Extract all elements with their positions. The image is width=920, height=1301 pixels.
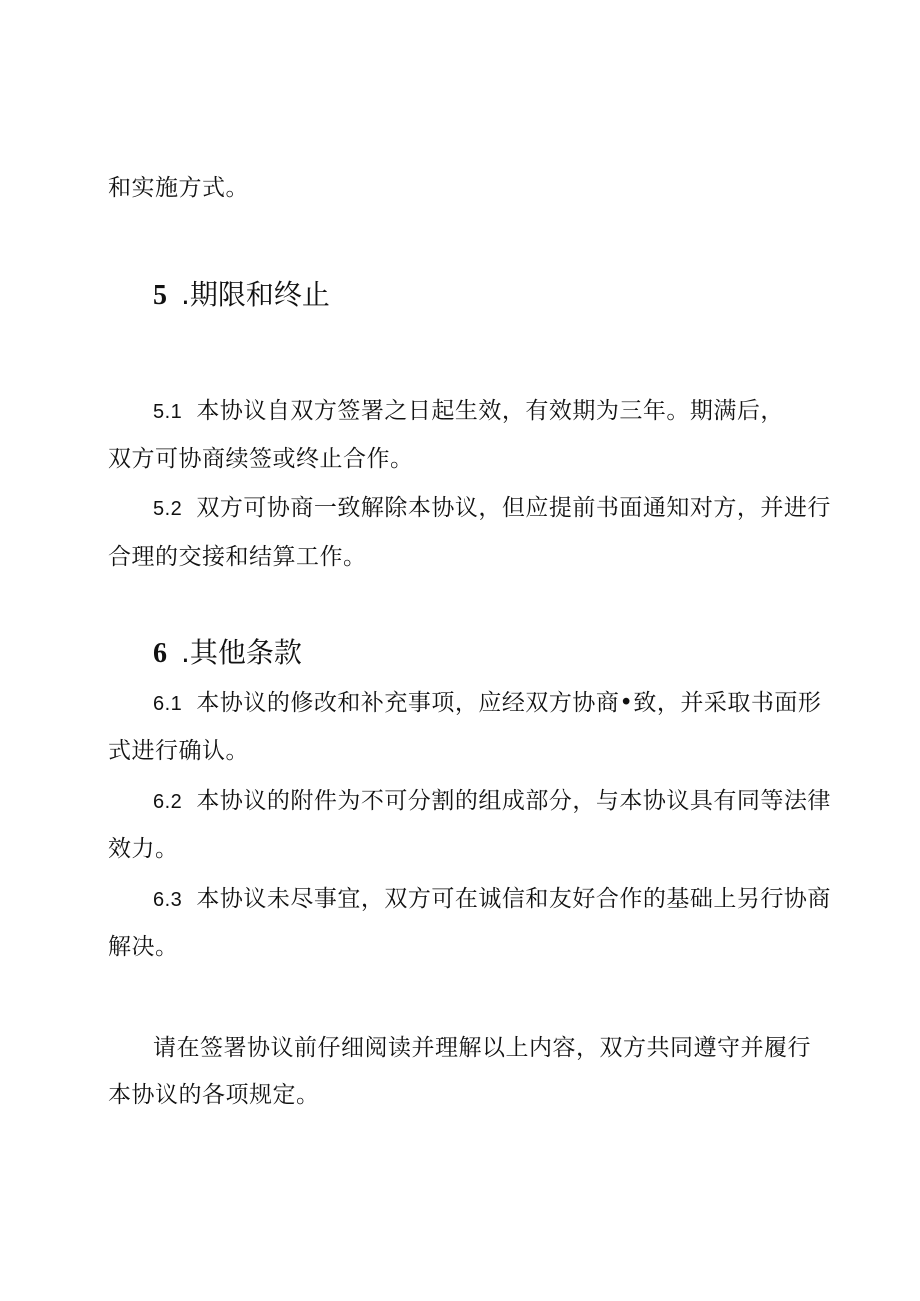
clause-text: 本协议自双方签署之日起生效，有效期为三年。期满后，	[196, 398, 784, 424]
clause-continuation: 双方可协商续签或终止合作。	[108, 446, 414, 472]
clause-number: 6.3	[153, 889, 183, 911]
clause-text: 双方可协商一致解除本协议，但应提前书面通知对方，并进行	[196, 495, 831, 521]
clause-continuation: 解决。	[108, 934, 179, 960]
section-number: 5	[153, 280, 167, 311]
clause-line	[153, 493, 831, 524]
clause-continuation: 效力。	[108, 836, 179, 862]
section-title: .期限和终止	[181, 278, 330, 311]
closing-continuation: 本协议的各项规定。	[108, 1082, 320, 1108]
clause-line	[153, 786, 831, 817]
continuation-text: 和实施方式。	[108, 175, 249, 201]
clause-text: 本协议的修改和补充事项，应经双方协商•致，并采取书面形	[196, 690, 822, 716]
section-title: .其他条款	[181, 636, 302, 669]
clause-number: 5.2	[153, 498, 183, 520]
clause-line	[153, 688, 821, 719]
clause-number: 6.2	[153, 791, 183, 813]
clause-line	[153, 396, 784, 427]
closing-text: 请在签署协议前仔细阅读并理解以上内容，双方共同遵守并履行	[153, 1035, 811, 1061]
section-heading	[153, 277, 330, 314]
clause-continuation: 式进行确认。	[108, 738, 249, 764]
clause-continuation: 合理的交接和结算工作。	[108, 544, 367, 570]
section-heading	[153, 635, 302, 672]
clause-number: 6.1	[153, 693, 183, 715]
clause-text: 本协议的附件为不可分割的组成部分，与本协议具有同等法律	[196, 788, 831, 814]
section-number: 6	[153, 638, 167, 669]
clause-line	[153, 884, 831, 915]
clause-text: 本协议未尽事宜，双方可在诚信和友好合作的基础上另行协商	[196, 886, 831, 912]
clause-number: 5.1	[153, 401, 183, 423]
